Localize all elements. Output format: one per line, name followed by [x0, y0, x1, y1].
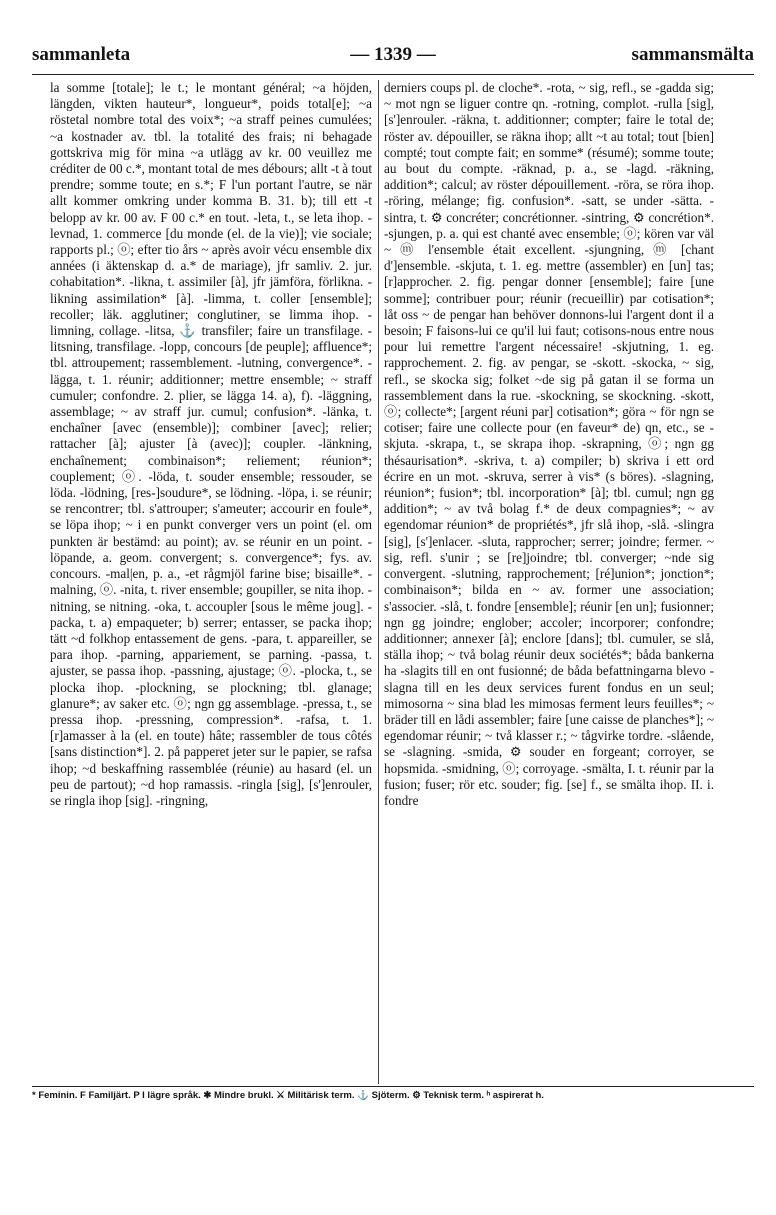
- page-header: [32, 36, 754, 72]
- header-rule: [32, 74, 754, 75]
- footnote-rule: [32, 1086, 754, 1087]
- left-column-text: la somme [totale]; le t.; le montant général; ~a höjden, längden, vikten hauteur*, longueur*, poids total[e]; ~a röstetal nombre total des voix*; ~a straff peines cumulées; ~a kostnader av. tbl. la totalité des frais; ni behagade gottskriva mig för mina ~a utlägg av kr. 00 veuillez me créditer de 00 c.*, montant total de mes débours; allt -t à tout prendre; somme toute; en s.*; F l'un portant l'autre, se när allt kommer omkring under komma B. 31. b); till ett -t belopp av kr. 00 av. F 00 c.* en tout. -leta, t., se leta ihop. -levnad, 1. commerce [du monde (el. de la vie)]; vie sociale; rapports pl.; ⓞ; efter tio års ~ après avoir vécu ensemble dix années (i äktenskap d. a.* de mariage), jfr samliv. 2. jur. cohabitation*. -likna, t. assimiler [à], jfr jämföra, förlikna. -likning assimilation* [à]. -limma, t. coller [ensemble]; recoller; läk. agglutiner; conglutiner, se limma ihop. -limning, collage. -litsa, ⚓ transfiler; faire un transfilage. -litsning, transfilage. -lopp, concours [de peuple]; affluence*; tbl. attroupement; rassemblement. -lutning, convergence*. -lägga, t. 1. réunir; additionner; mettre ensemble; ~ straff cumuler; confondre. 2. plier, se lägga 14. a), f). -läggning, assemblage; ~ av straff jur. cumul; confusion*. -länka, t. enchaîner [avec (ensemble)]; combiner [avec]; relier; rattacher [à]; ajuster [à (avec)]; coupler. -länkning, enchaînement; combinaison*; reliement; réunion*; couplement; ⓞ. -löda, t. souder ensemble; ressouder, se löda. -lödning, [res-]soudure*, se lödning. -löpa, i. se réunir; se rencontrer; tbl. s'attrouper; s'ameuter; accourir en foule*, se löpa ihop; ~ i en punkt converger vers un point (el. om punkten är bestämd: au point); av. se réunir en un point. -löpande, a. geom. convergent; s. convergence*; fys. av. concours. -mal|en, p. a., -et rågmjöl farine bise; bisaille*. -malning, ⓞ. -nita, t. river ensemble; goupiller, se nita ihop. -nitning, se nitning. -oka, t. accoupler [sous le même joug]. -packa, t. a) empaqueter; b) serrer; entasser, se packa ihop; tätt ~d folkhop entassement de gens. -para, t. appareiller, se para ihop. -parning, appariement, se parning. -passa, t. ajuster, se passa ihop. -passning, ajustage; ⓞ. -plocka, t., se plocka ihop. -plockning, se plockning; tbl. glanage; glanure*; av saker etc. ⓞ; ngn gg assemblage. -pressa, t., se pressa ihop. -pressning, compression*. -rafsa, t. 1. [r]amasser à la (el. en toute) hâte; rassembler de tous côtés [sans distinction*]. 2. på papperet jeter sur le papier, se rafsa ihop; ~d beskaffning rassemblée (réunie) au hasard (el. un peu de partout); ~d hop ramassis. -ringla [sig], [s']enrouler, se ringla ihop [sig]. -ringning,: [50, 80, 372, 808]
- column-divider: [378, 80, 379, 1084]
- header-right-word: sammansmälta: [631, 44, 754, 65]
- right-column-text: derniers coups pl. de cloche*. -rota, ~ sig, refl., se -gadda sig; ~ mot ngn se liguer contre qn. -rotning, complot. -rulla [sig], [s']enrouler. -räkna, t. additionner; compter; faire le total de; röster av. dépouiller, se räkna ihop; allt ~t au total; tout [bien] compté; tout compte fait; en somme* (résumé); somme toute; au bout du compte. -räknad, p. a., se -lagd. -räkning, addition*; calcul; av röster dépouillement. -röra, se röra ihop. -röring, mélange; fig. confusion*. -satt, se under -sätta. -sintra, t. ⚙ concréter; concrétionner. -sintring, ⚙ concrétion*. -sjungen, p. a. qui est chanté avec ensemble; ⓞ; kören var väl ~ ⓜ l'ensemble était excellent. -sjungning, ⓜ [chant d']ensemble. -skjuta, t. 1. eg. mettre (assembler) en [un] tas; [r]approcher. 2. fig. pengar donner [ensemble]; faire [une somme]; contribuer pour; réunir (recueillir) par cotisation*; låt oss ~ de pengar han behöver donnons-lui l'argent dont il a besoin; F faisons-lui ce qu'il lui faut; cotisons-nous entre nous pour lui remettre l'argent nécessaire! -skjutning, 1. eg. rapprochement. 2. fig. av pengar, se -skott. -skocka, ~ sig, refl., se skocka sig; folket ~de sig på gatan il se forma un rassemblement dans la rue. -skockning, se skockning. -skott, ⓞ; collecte*; [argent réuni par] cotisation*; göra ~ för ngn se cotiser; faire une collecte pour (en faveur* de) qn, etc., se -skjuta. -skrapa, t., se skrapa ihop. -skrapning, ⓞ; ngn gg thésaurisation*. -skriva, t. a) compiler; b) skriva i ett ord écrire en un mot. -skruva, serrer à vis* (s böres). -slagning, réunion*; fusion*; tbl. incorporation* [à]; tbl. cumul; ngn gg addition*; ~ av två bolag f.* de deux compagnies*; ~ av egendomar réunion* de propriétés*, jfr slå ihop, -slå. -slingra [sig], [s']enlacer. -sluta, rapprocher; serrer; joindre; fermer. ~ sig, refl. s'unir ; se [re]joindre; tbl. converger; ~nde sig convergent. -slutning, rapprochement; [ré]union*; jonction*; combinaison*; bilda en ~ av. former une association; s'associer. -slå, t. fondre [ensemble]; réunir [en un]; fusionner; ngn gg joindre; englober; accoler; incorporer; confondre; additionner; annexer [à]; enclore [dans]; tbl. cumuler, se slå, ställa ihop; ~ två bolag réunir deux sociétés*; båda bankerna ha -slagits till en ont fusionné; de båda befattningarna blevo -slagna till en les deux services furent fondus en un seul; mimosorna ~ sina blad les mimosas ferment leurs feuilles*; ~ bräder till en lådi assembler; faire [une caisse de planches*]; ~ egendomar réunir; ~ två klasser r.; ~ tågvirke tordre. -slående, se -slagning. -smida, ⚙ souder en forgeant; corroyer, se hopsmida. -smidning, ⓞ; corroyage. -smälta, I. t. réunir par la fusion; fuser; rör etc. souder; fig. [se] f., se smälta ihop. II. i. fondre: [384, 80, 714, 808]
- page-number: — 1339 —: [350, 44, 436, 65]
- header-left-word: sammanleta: [32, 44, 131, 65]
- footnote-legend: * Feminin. F Familjärt. P I lägre språk. ✱ Mindre brukl. ⚔ Militärisk term. ⚓ Sjöterm. ⚙ Teknisk term. ʰ aspirerat h.: [32, 1090, 544, 1101]
